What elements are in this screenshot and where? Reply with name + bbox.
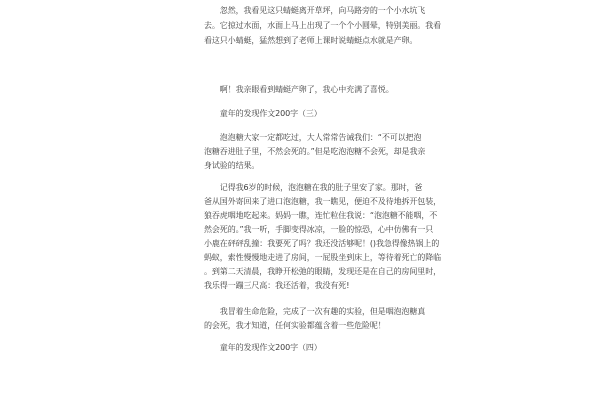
text-line: 身试验的结果。 [204,161,260,170]
heading-text: 童年的发现作文200字（三） [204,109,322,118]
text-line: 然会死的。”我一听，手脚变得冰凉，一脸的惊恐，心中仿佛有一只 [204,225,434,234]
text-line: 狼吞虎咽地吃起来。妈妈一瞧，连忙粒住我说：“泡泡糖不能咽，不 [204,211,438,220]
text-line: 的会死，我才知道，任何实验都蕴含着一些危险呢！ [204,321,386,330]
text-line: 泡糖吞进肚子里，不然会死的。”但是吃泡泡糖不会死，却是我亲 [204,147,426,156]
text-line: 看这只小蜻蜓，猛然想到了老师上课时说蜻蜓点水就是产卵。 [204,36,418,45]
text-line: 记得我6岁的时候，泡泡糖在我的肚子里安了家。那时，爸 [204,183,423,192]
text-line: 忽然，我看见这只蜻蜓离开草坪，向马路旁的一个小水坑飞 [204,6,426,15]
text-line: 去。它掠过水面，水面上马上出现了一个个小圆晕，特别美丽。我看 [204,21,441,30]
text-line: 蚂蚁，索性慢慢地走进了房间，一屁股坐到床上，等待着死亡的降临 [204,253,441,262]
heading-text: 童年的发现作文200字（四） [204,343,322,352]
text-line: 泡泡糖大家一定都吃过，大人常常告诫我们：“不可以把泡 [204,133,422,142]
text-line: 爸从国外寄回来了进口泡泡糖，我一瞧见，便迫不及待地拆开包装， [204,197,441,206]
text-line: 啊！我亲眼看到蜻蜓产卵了，我心中充满了喜悦。 [204,85,394,94]
text-line: 我乐得一蹦三尺高：我还活着，我没有死! [204,281,350,290]
text-line: 小鹿在砰砰乱撞：我要死了吗？我还没活够呢！()我急得像热锅上的 [204,239,440,248]
text-line: 。到第二天清晨，我睁开松弛的眼睛，发现还是在自己的房间里时， [204,267,441,276]
text-line: 我冒着生命危险，完成了一次有趣的实验，但是咽泡泡糖真 [204,307,426,316]
